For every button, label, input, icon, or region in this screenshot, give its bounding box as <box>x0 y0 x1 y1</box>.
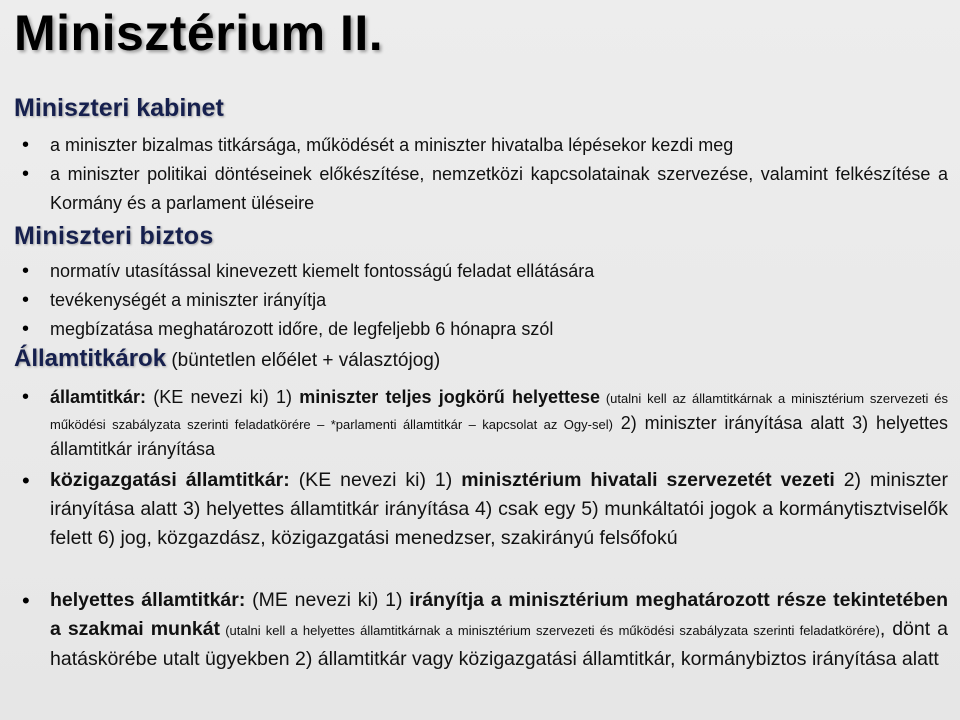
slide-title: Minisztérium II. <box>14 5 384 61</box>
text: (KE nevezi ki) 1) <box>146 387 300 407</box>
text: , dönt a hatáskörébe utalt ügyekben 2) államtitkár vagy közigazgatási államtitkár, kormánybiztos irányítása alatt <box>50 618 948 670</box>
bullet-item: • a miniszter bizalmas titkársága, működését a miniszter hivatalba lépésekor kezdi meg <box>50 131 948 160</box>
text-strong: minisztérium hivatali szervezetét vezeti <box>461 469 835 491</box>
term: államtitkár: <box>50 387 147 407</box>
heading-allamtitkarok-label: Államtitkárok <box>14 345 167 372</box>
bullet-item-helyettes-allamtitkar <box>50 586 948 674</box>
bullet-item: • megbízatása meghatározott időre, de legfeljebb 6 hónapra szól <box>50 315 948 344</box>
bullet-item-kozig-allamtitkar <box>50 466 948 553</box>
bullet-item-allamtitkar <box>50 385 948 462</box>
bullet-item: • normatív utasítással kinevezett kiemelt fontosságú feladat ellátására <box>50 257 948 286</box>
text: (ME nevezi ki) 1) <box>245 589 410 611</box>
term: közigazgatási államtitkár: <box>50 469 290 491</box>
term: helyettes államtitkár: <box>50 589 246 611</box>
bullet-item: • tevékenységét a miniszter irányítja <box>50 286 948 315</box>
heading-allamtitkarok <box>14 345 440 373</box>
text: 2) miniszter irányítása alatt 3) helyettes államtitkár irányítása <box>50 413 948 459</box>
text-strong: irányítja a minisztérium meghatározott része tekintetében a szakmai munkát <box>50 589 948 640</box>
heading-allamtitkarok-note: (büntetlen előélet + választójog) <box>166 350 441 371</box>
text: (KE nevezi ki) 1) <box>289 469 462 491</box>
heading-miniszteri-biztos: Miniszteri biztos <box>14 222 214 250</box>
text-note: (utalni kell a helyettes államtitkárnak a minisztérium szervezeti és működési szabályzata szerinti feladatkörére) <box>220 623 880 638</box>
text: 2) miniszter irányítása alatt 3) helyettes államtitkár irányítása 4) csak egy 5) munkáltatói jogok a kormánytisztviselők felett 6) jog, közgazdász, közigazgatási menedzser, szakirányú felsőfokú <box>50 469 948 549</box>
text-strong: miniszter teljes jogkörű helyettese <box>299 387 601 407</box>
heading-miniszteri-kabinet: Miniszteri kabinet <box>14 94 224 122</box>
bullet-item: • a miniszter politikai döntéseinek előkészítése, nemzetközi kapcsolatainak szervezése, valamint felkészítése a Kormány és a parlament üléseire <box>50 160 948 218</box>
text-note: (utalni kell az államtitkárnak a minisztérium szervezeti és működési szabályzata szerinti feladatkörére – *parlamenti államtitkár – kapcsolat az Ogy-sel) <box>50 391 948 432</box>
